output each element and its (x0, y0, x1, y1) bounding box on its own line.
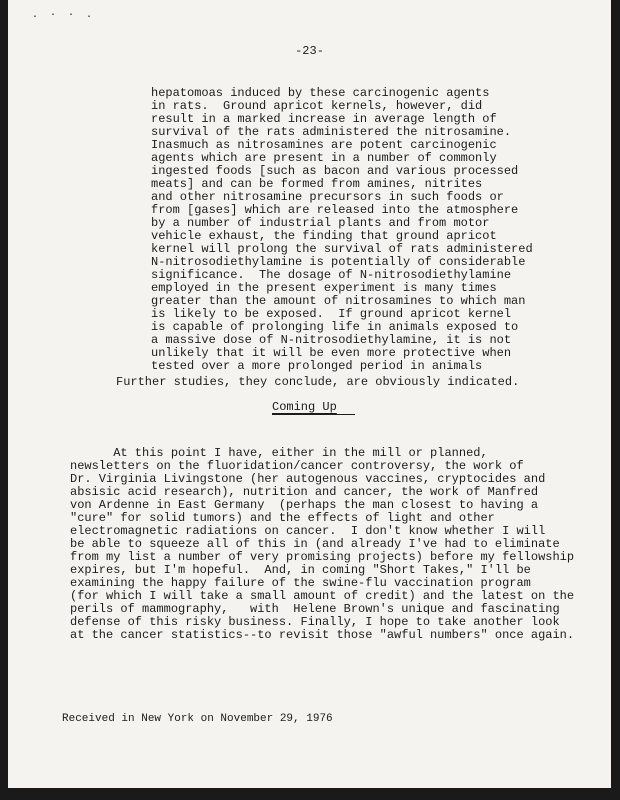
quote-line: significance. The dosage of N-nitrosodiethylamine (151, 268, 512, 282)
body-line: (for which I will take a small amount of credit) and the latest on the (70, 589, 575, 603)
quote-line: a massive dose of N-nitrosodiethylamine, it is not (151, 333, 512, 347)
quote-line: survival of the rats administered the nitrosamine. (151, 125, 512, 139)
body-line: defense of this risky business. Finally, I hope to take another look (70, 615, 560, 629)
quote-line: in rats. Ground apricot kernels, however, did (151, 99, 483, 113)
quote-line: tested over a more prolonged period in animals (151, 359, 483, 373)
body-line: absisic acid research), nutrition and cancer, the work of Manfred (70, 485, 539, 499)
body-line: newsletters on the fluoridation/cancer controversy, the work of (70, 459, 524, 473)
quote-line: greater than the amount of nitrosamines to which man (151, 294, 526, 308)
body-line: electromagnetic radiations on cancer. I don't know whether I will (70, 524, 546, 538)
corner-marks: . · · . (32, 10, 96, 21)
document-page (8, 0, 611, 788)
body-line: perils of mammography, with Helene Brown's unique and fascinating (70, 602, 560, 616)
body-line: expires, but I'm hopeful. And, in coming "Short Takes," I'll be (70, 563, 531, 577)
quote-line: employed in the present experiment is many times (151, 281, 497, 295)
received-stamp-line: Received in New York on November 29, 1976 (62, 713, 333, 725)
quote-line: from [gases] which are released into the atmosphere (151, 203, 519, 217)
body-line: von Ardenne in East Germany (perhaps the man closest to having a (70, 498, 539, 512)
quote-line: meats] and can be formed from amines, nitrites (151, 177, 483, 191)
quote-line: ingested foods [such as bacon and various processed (151, 164, 519, 178)
quote-line: agents which are present in a number of commonly (151, 151, 497, 165)
quote-line: hepatomoas induced by these carcinogenic agents (151, 86, 490, 100)
page-number: -23- (295, 44, 324, 58)
quote-line: kernel will prolong the survival of rats administered (151, 242, 533, 256)
quote-line: is capable of prolonging life in animals exposed to (151, 320, 519, 334)
quote-line: by a number of industrial plants and from motor (151, 216, 490, 230)
body-line: be able to squeeze all of this in (and already I've had to eliminate (70, 537, 560, 551)
quote-line: is likely to be exposed. If ground apricot kernel (151, 307, 512, 321)
quote-line: vehicle exhaust, the finding that ground apricot (151, 229, 497, 243)
conclusion-line: Further studies, they conclude, are obviously indicated. (116, 375, 520, 389)
quote-line: N-nitrosodiethylamine is potentially of considerable (151, 255, 526, 269)
body-line: At this point I have, either in the mill or planned, (70, 446, 488, 460)
body-line: Dr. Virginia Livingstone (her autogenous vaccines, cryptocides and (70, 472, 546, 486)
quote-line: unlikely that it will be even more protective when (151, 346, 512, 360)
quote-line: and other nitrosamine precursors in such foods or (151, 190, 504, 204)
quote-line: result in a marked increase in average length of (151, 112, 497, 126)
quote-line: Inasmuch as nitrosamines are potent carcinogenic (151, 138, 497, 152)
section-heading: Coming Up (272, 400, 355, 415)
body-line: "cure" for solid tumors) and the effects of light and other (70, 511, 495, 525)
body-line: examining the happy failure of the swine-flu vaccination program (70, 576, 531, 590)
body-line: at the cancer statistics--to revisit those "awful numbers" once again. (70, 628, 575, 642)
body-line: from my list a number of very promising projects) before my fellowship (70, 550, 575, 564)
